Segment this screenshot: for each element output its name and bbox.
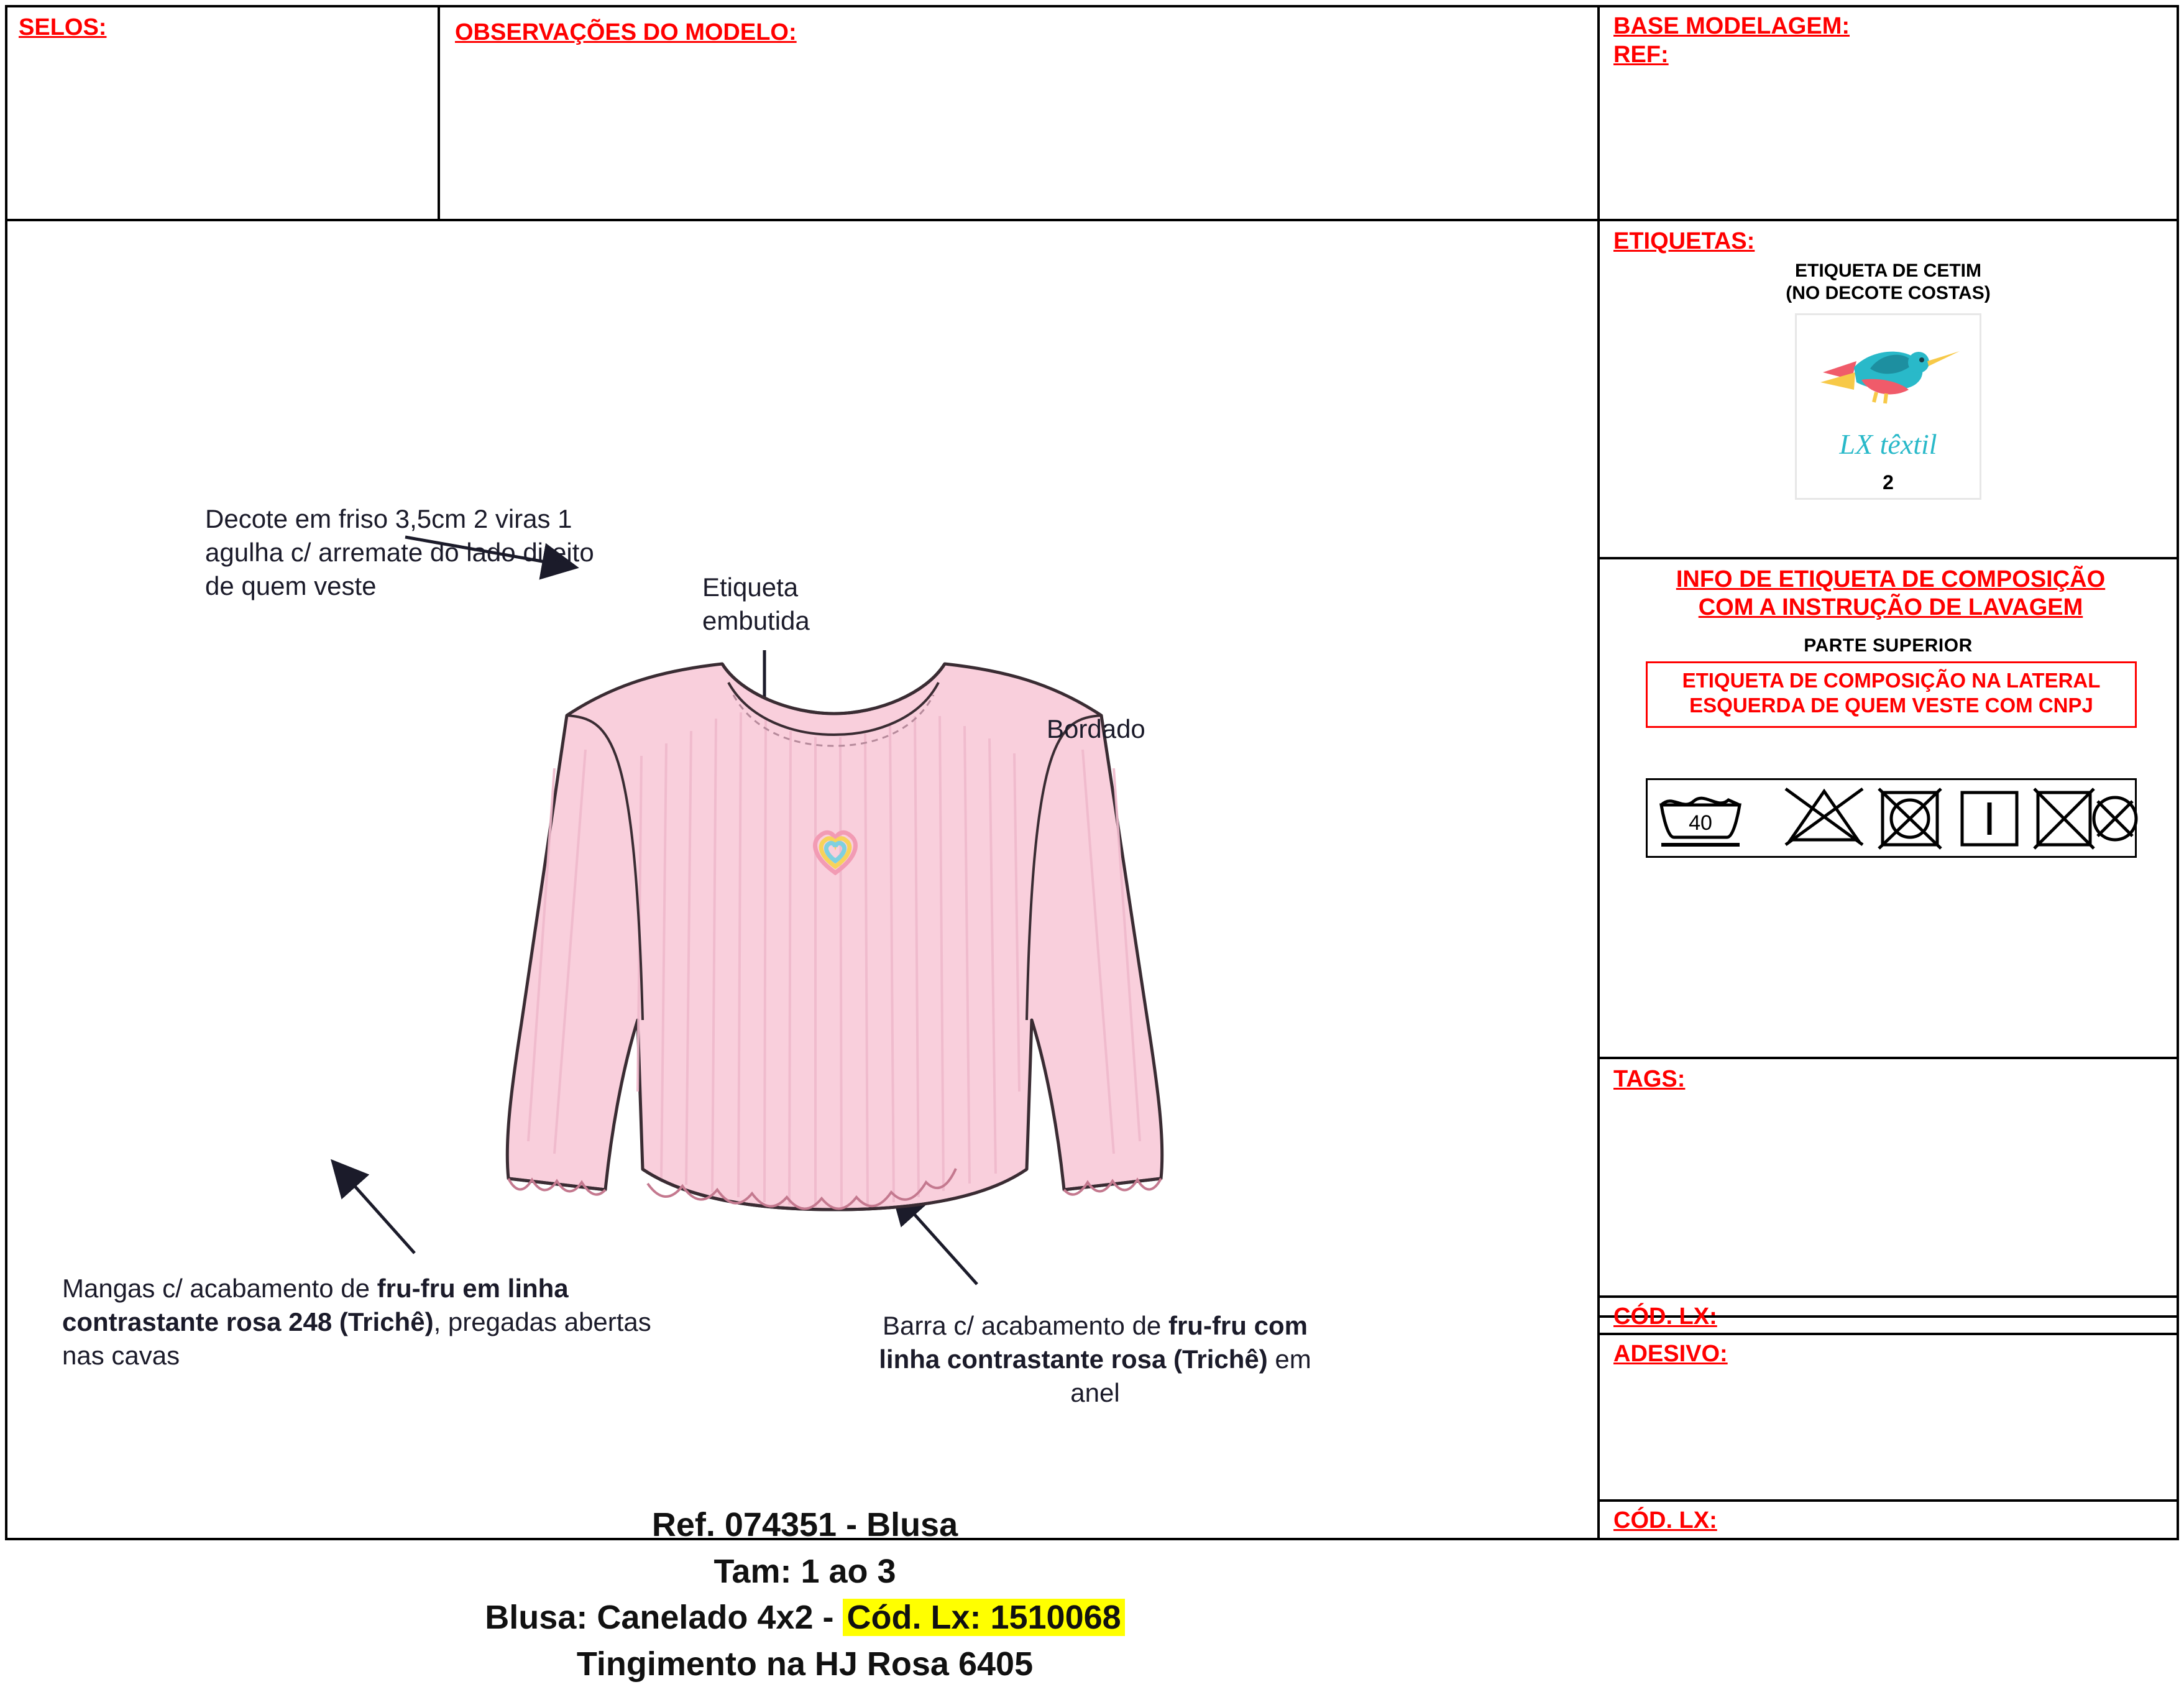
annotation-barra-post: em anel <box>1070 1344 1311 1407</box>
parte-superior-label: PARTE SUPERIOR <box>1804 635 1973 656</box>
tags-panel <box>1597 1057 2179 1318</box>
cetim-title <box>1600 260 2177 305</box>
annotation-barra-bold: fru-fru com linha contrastante rosa (Trichê) <box>879 1311 1308 1374</box>
etiquetas-label: ETIQUETAS: <box>1613 228 1755 254</box>
info-composicao-label <box>1616 566 2165 622</box>
caption-line-1: Ref. 074351 - Blusa <box>651 1506 958 1543</box>
selos-label: SELOS: <box>19 14 107 40</box>
annotation-mangas-post: , pregadas abertas nas cavas <box>62 1307 651 1370</box>
observacoes-panel <box>438 5 1600 221</box>
caption-line-2: Tam: 1 ao 3 <box>713 1552 896 1590</box>
brand-name: LX têxtil <box>1839 428 1937 460</box>
info-composicao-label-line-1: INFO DE ETIQUETA DE COMPOSIÇÃO <box>1676 566 2106 592</box>
tags-label: TAGS: <box>1613 1066 1686 1092</box>
selos-panel <box>5 5 440 221</box>
annotation-barra-pre: Barra c/ acabamento de <box>883 1311 1168 1340</box>
caption-line-3-pre: Blusa: Canelado 4x2 - <box>485 1599 843 1637</box>
cod-lx-bottom-panel <box>1597 1499 2179 1540</box>
annotation-mangas-pre: Mangas c/ acabamento de <box>62 1274 377 1303</box>
base-modelagem-label: BASE MODELAGEM: <box>1613 13 1850 39</box>
drawing-panel <box>5 219 1600 1683</box>
care-symbols-box <box>1646 778 2137 858</box>
annotation-bordado: Bordado <box>1047 714 1145 743</box>
cod-lx-top-label: CÓD. LX: <box>1613 1303 1717 1330</box>
svg-text:40: 40 <box>1689 811 1712 835</box>
reference-caption <box>7 1502 1602 1687</box>
care-symbols-icon <box>1648 780 2135 856</box>
observacoes-label: OBSERVAÇÕES DO MODELO: <box>455 19 797 45</box>
caption-cod-lx-highlight: Cód. Lx: 1510068 <box>843 1599 1124 1636</box>
info-composicao-panel <box>1597 557 2179 1059</box>
composition-note-box: ETIQUETA DE COMPOSIÇÃO NA LATERAL ESQUERDA DE QUEM VESTE COM CNPJ <box>1646 661 2137 728</box>
cetim-title-line-2: (NO DECOTE COSTAS) <box>1786 283 1991 303</box>
cetim-title-line-1: ETIQUETA DE CETIM <box>1795 260 1981 281</box>
adesivo-panel <box>1597 1333 2179 1502</box>
cetim-label-card <box>1795 313 1981 500</box>
cetim-quantity: 2 <box>1883 471 1894 494</box>
annotation-mangas-bold: fru-fru em linha contrastante rosa 248 (Trichê) <box>62 1274 569 1336</box>
annotation-decote: Decote em friso 3,5cm 2 viras 1 agulha c/ arremate do lado direito de quem veste <box>205 504 594 600</box>
annotation-mangas <box>62 1272 659 1372</box>
info-composicao-label-line-2: COM A INSTRUÇÃO DE LAVAGEM <box>1698 594 2083 620</box>
caption-line-4: Tingimento na HJ Rosa 6405 <box>576 1645 1034 1683</box>
cod-lx-top-panel <box>1597 1295 2179 1335</box>
adesivo-label: ADESIVO: <box>1613 1341 1728 1367</box>
caption-line-3 <box>7 1594 1602 1641</box>
annotation-etiqueta-embutida: Etiqueta embutida <box>702 572 810 635</box>
etiquetas-panel <box>1597 219 2179 559</box>
base-modelagem-panel <box>1597 5 2179 221</box>
base-modelagem-ref-label: REF: <box>1613 42 1669 68</box>
cod-lx-bottom-label: CÓD. LX: <box>1613 1507 1717 1533</box>
hummingbird-logo-icon <box>1797 315 1980 433</box>
annotation-barra <box>878 1309 1313 1409</box>
